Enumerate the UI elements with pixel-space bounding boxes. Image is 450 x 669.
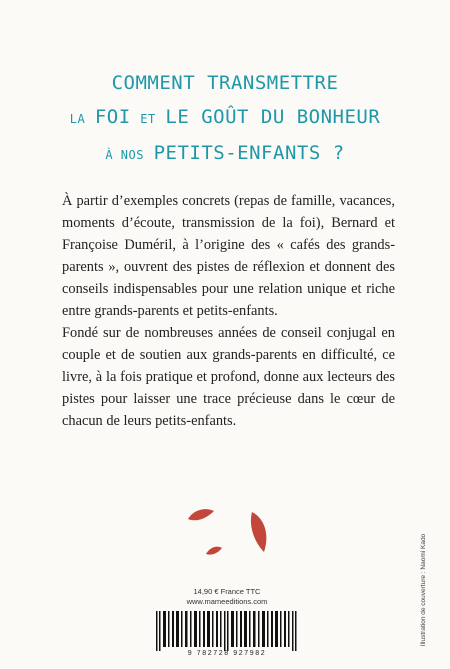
headline-word: PETITS-ENFANTS ? [153,142,345,164]
paragraph-2: Fondé sur de nombreuses années de conseil conjugal en couple et de soutien aux grands-parents en difficulté, ce livre, à la fois pratique et profond, donne aux lecteurs des pistes pour laisser une trace précieuse dans le cœur de chacun de leurs petits-enfants. [62,325,395,429]
headline-word: FOI [94,106,131,128]
paragraph-1: À partir d’exemples concrets (repas de famille, vacances, moments d’écoute, transmission de la foi), Bernard et Françoise Duméril, à l’origine des « cafés des grands-parents », ouvrent des pistes de réflexion et donnent des conseils indispensables pour une relation unique et riche entre grands-parents et petits-enfants. [62,193,395,319]
headline-word: À NOS [105,148,144,162]
website: www.mameeditions.com [186,597,268,606]
barcode-number: 9 782728 927982 [187,650,267,657]
leaf-icon [186,507,216,525]
leaf-icon [205,545,223,557]
headline-word: LE GOÛT DU BONHEUR [165,106,381,128]
price-block [152,587,302,607]
price: 14,90 € France TTC [193,587,261,596]
headline-line-3 [0,136,450,172]
illustration-credit: Illustration de couverture : Naomi Kado [420,533,427,647]
headline-line-2 [0,100,450,136]
headline-word: ET [140,112,156,126]
headline [0,66,450,172]
back-cover-text [62,190,395,432]
headline-line-1: COMMENT TRANSMETTRE [111,72,339,94]
barcode-bars [150,611,304,651]
headline-word: LA [69,112,86,126]
leaf-icon [248,510,270,554]
